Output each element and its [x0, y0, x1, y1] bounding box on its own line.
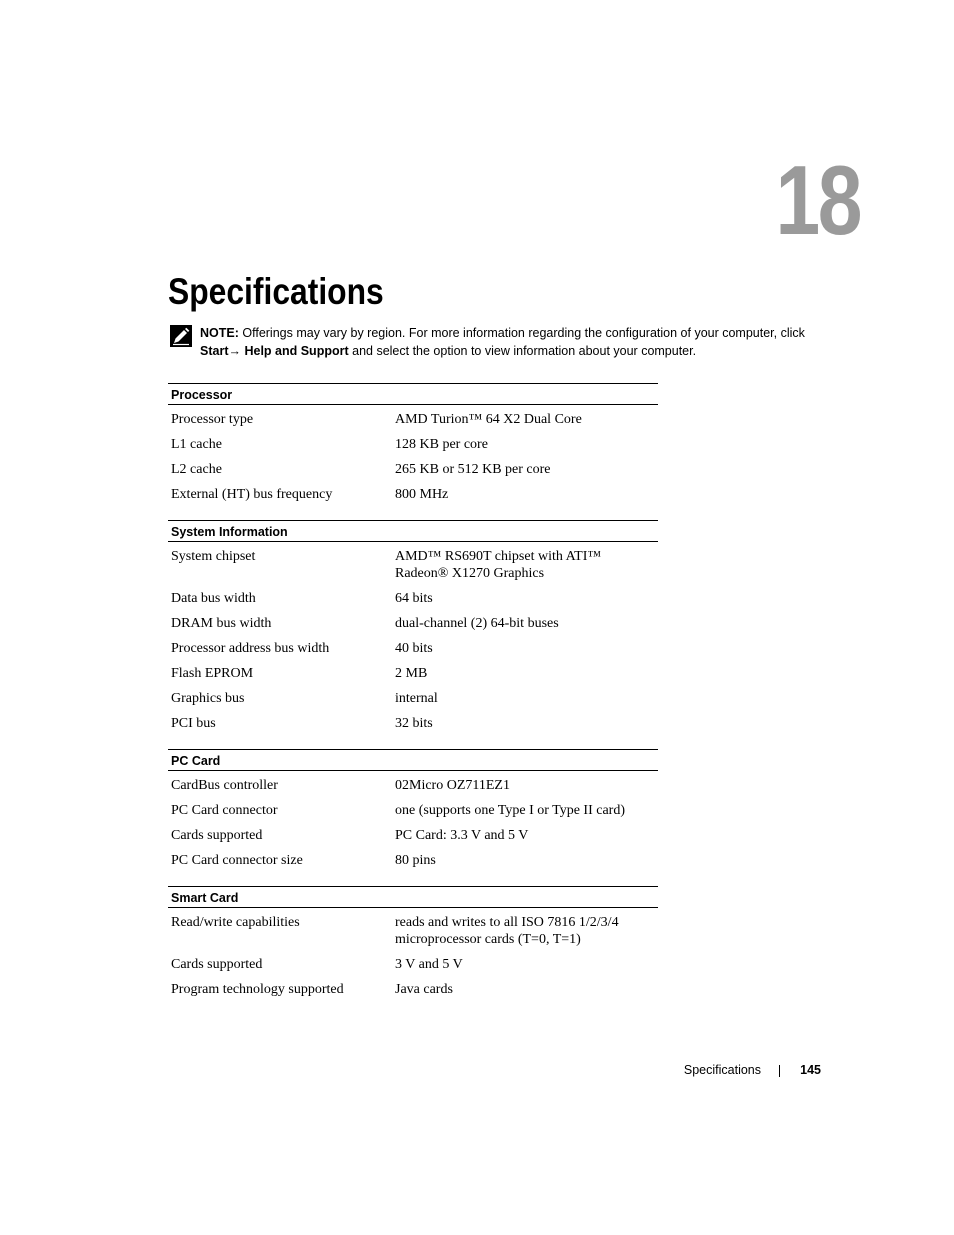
table-row	[168, 407, 658, 432]
table-row	[168, 611, 658, 636]
table-row	[168, 823, 658, 848]
spec-value: 02Micro OZ711EZ1	[395, 778, 510, 793]
page-footer	[600, 1061, 821, 1081]
arrow-icon: →	[228, 344, 241, 358]
spec-section	[168, 749, 658, 873]
footer-divider	[779, 1065, 780, 1077]
section-rows	[168, 405, 658, 507]
spec-label: PCI bus	[171, 716, 216, 731]
spec-value: 800 MHz	[395, 487, 449, 502]
table-row	[168, 686, 658, 711]
table-row	[168, 482, 658, 507]
note-start-link: Start	[200, 344, 229, 358]
section-header: PC Card	[168, 749, 658, 771]
spec-value: AMD Turion™ 64 X2 Dual Core	[395, 412, 582, 427]
spec-value: 40 bits	[395, 641, 433, 656]
spec-label: CardBus controller	[171, 778, 278, 793]
note-help-support: Help and Support	[244, 344, 349, 358]
spec-value: internal	[395, 691, 438, 706]
spec-value: 3 V and 5 V	[395, 957, 463, 972]
spec-value: Java cards	[395, 982, 453, 997]
specifications-table	[168, 383, 658, 1015]
table-row	[168, 661, 658, 686]
spec-label: Data bus width	[171, 591, 256, 606]
table-row	[168, 544, 658, 586]
spec-value: one (supports one Type I or Type II card)	[395, 803, 626, 818]
spec-label: Cards supported	[171, 828, 263, 843]
spec-label: Read/write capabilities	[171, 915, 300, 930]
pencil-note-icon	[170, 325, 192, 347]
spec-value: 32 bits	[395, 716, 433, 731]
chapter-number: 18	[775, 145, 860, 255]
table-row	[168, 798, 658, 823]
table-row	[168, 432, 658, 457]
spec-label: Graphics bus	[171, 691, 245, 706]
spec-label: External (HT) bus frequency	[171, 487, 333, 502]
spec-label: Program technology supported	[171, 982, 344, 997]
spec-label: System chipset	[171, 549, 256, 564]
spec-label: Cards supported	[171, 957, 263, 972]
spec-section	[168, 383, 658, 507]
spec-value: 2 MB	[395, 666, 428, 681]
page-number: 145	[800, 1063, 821, 1077]
spec-label: Processor address bus width	[171, 641, 330, 656]
spec-label: L2 cache	[171, 462, 222, 477]
table-row	[168, 457, 658, 482]
section-rows	[168, 542, 658, 736]
note-text	[200, 324, 820, 360]
table-row	[168, 711, 658, 736]
spec-value: PC Card: 3.3 V and 5 V	[395, 828, 529, 843]
spec-label: Flash EPROM	[171, 666, 254, 681]
note-label: NOTE:	[200, 326, 239, 340]
spec-label: DRAM bus width	[171, 616, 272, 631]
table-row	[168, 910, 658, 952]
section-rows	[168, 908, 658, 1002]
spec-value: dual-channel (2) 64-bit buses	[395, 616, 559, 631]
note-body-1: Offerings may vary by region. For more information regarding the configuration of your computer, click	[242, 326, 805, 340]
spec-section	[168, 886, 658, 1002]
table-row	[168, 773, 658, 798]
section-header: Smart Card	[168, 886, 658, 908]
spec-label: L1 cache	[171, 437, 222, 452]
spec-label: PC Card connector size	[171, 853, 303, 868]
section-header: System Information	[168, 520, 658, 542]
table-row	[168, 636, 658, 661]
spec-value: reads and writes to all ISO 7816 1/2/3/4 microprocessor cards (T=0, T=1)	[395, 915, 619, 947]
spec-label: PC Card connector	[171, 803, 278, 818]
spec-label: Processor type	[171, 412, 254, 427]
table-row	[168, 952, 658, 977]
section-header: Processor	[168, 383, 658, 405]
spec-value: 64 bits	[395, 591, 433, 606]
footer-section-title: Specifications	[683, 1063, 761, 1077]
spec-value: 265 KB or 512 KB per core	[395, 462, 551, 477]
spec-value: AMD™ RS690T chipset with ATI™ Radeon® X1270 Graphics	[395, 549, 602, 581]
page-title: Specifications	[168, 271, 384, 312]
table-row	[168, 586, 658, 611]
note-body-2: and select the option to view information about your computer.	[352, 344, 697, 358]
table-row	[168, 848, 658, 873]
spec-value: 128 KB per core	[395, 437, 488, 452]
table-row	[168, 977, 658, 1002]
spec-section	[168, 520, 658, 736]
section-rows	[168, 771, 658, 873]
spec-value: 80 pins	[395, 853, 436, 868]
